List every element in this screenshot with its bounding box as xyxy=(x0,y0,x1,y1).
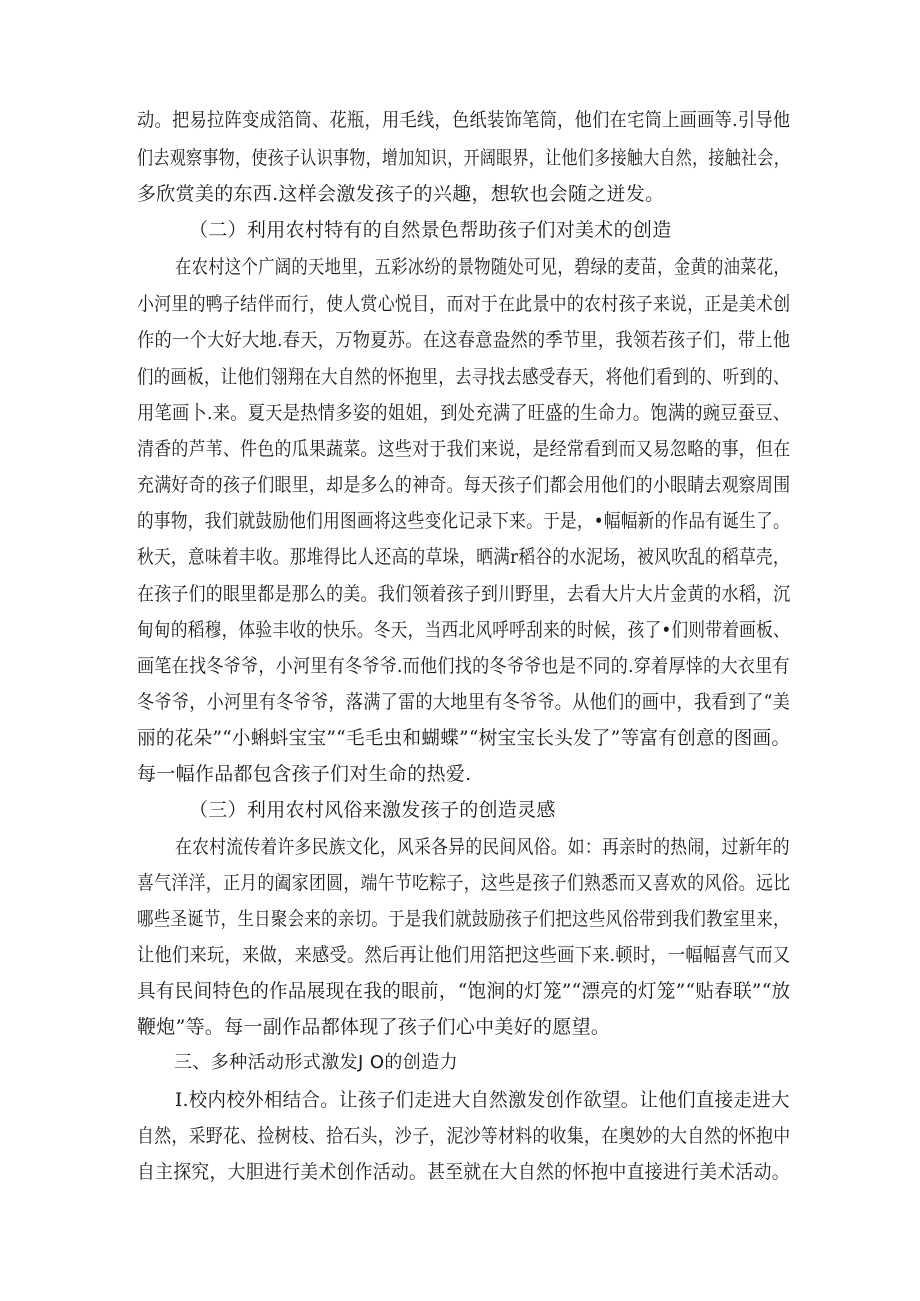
text-line: 清香的芦苇、件色的瓜果蔬菜。这些对于我们来说，是经常看到而又易忽略的事，但在 xyxy=(137,438,791,460)
text-line: 自主探究，大胆进行美术创作活动。甚至就在大自然的怀抱中直接进行美术活动。 xyxy=(137,1161,790,1183)
text-line: 秋天，意味着丰收。那堆得比人还高的草垛，晒满r稻谷的水泥场，被风吹乱的稻草壳， xyxy=(137,546,790,568)
text-line: 在农村流传着许多民族文化，风采各异的民间风俗。如：再亲时的热闹，过新年的 xyxy=(175,836,790,858)
text-line: 的事物，我们就鼓励他们用图画将这些变化记录下来。于是，•幅幅新的作品有诞生了。 xyxy=(137,510,790,532)
text-line: I.校内校外相结合。让孩子们走进大自然激发创作欲望。让他们直接走进大 xyxy=(175,1089,790,1111)
text-line: 自然，采野花、捡树枝、拾石头，沙子，泥沙等材料的收集，在奥妙的大自然的怀抱中 xyxy=(137,1125,791,1147)
text-line: 哪些圣诞节，生日聚会来的亲切。于是我们就鼓励孩子们把这些风俗带到我们教室里来， xyxy=(137,908,790,930)
text-line: 们去观察事物，使孩子认识事物，增加知识，开阔眼界，让他们多接触大自然，接触社会， xyxy=(137,147,791,169)
text-line: 在孩子们的眼里都是那么的美。我们领着孩子到川野里，去看大片大片金黄的水稻，沉 xyxy=(137,583,791,605)
text-line: 具有民间特色的作品展现在我的眼前，“饱涧的灯笼”“漂亮的灯笼”“贴春联”“放 xyxy=(137,980,791,1002)
text-line: 充满好奇的孩子们眼里，却是多么的神奇。每天孩子们都会用他们的小眼睛去观察周围 xyxy=(137,474,791,496)
text-line: 每一幅作品都包含孩子们对生命的热爱. xyxy=(137,763,472,785)
text-line: 画笔在找冬爷爷，小河里有冬爷爷.而他们找的冬爷爷也是不同的.穿着厚悻的大衣里有 xyxy=(137,655,790,677)
text-line: 作的一个大好大地.春天，万物夏苏。在这春意盎然的季节里，我领若孩子们，带上他 xyxy=(137,329,791,351)
text-line: 甸甸的稻穆，体验丰收的快乐。冬天，当西北风呼呼刮来的时候，孩了•们则带着画板、 xyxy=(137,619,790,641)
text-line: 冬爷爷，小河里有冬爷爷，落满了雷的大地里有冬爷爷。从他们的画中，我看到了“美 xyxy=(137,691,791,713)
section-heading: （三）利用农村风俗来激发孩子的创造灵感 xyxy=(189,799,556,821)
text-line: 让他们来玩，来做，来感受。然后再让他们用箔把这些画下来.顿时，一幅幅喜气而又 xyxy=(137,944,791,966)
text-line: 小河里的鸭子结伴而行，使人赏心悦目，而对于在此景中的农村孩子来说，正是美术创 xyxy=(137,293,791,315)
text-line: 鞭炮”等。每一副作品都体现了孩子们心中美好的愿望。 xyxy=(137,1016,611,1038)
text-line: 在农村这个广阔的天地里，五彩冰纷的景物随处可见，碧绿的麦苗，金黄的油菜花， xyxy=(175,256,791,278)
text-line: 动。把易拉阵变成箔筒、花瓶，用毛线，色纸装饰笔筒，他们在宅筒上画画等.引导他 xyxy=(137,109,791,131)
text-line: 用笔画卜.来。夏天是热情多姿的姐姐，到处充满了旺盛的生命力。饱满的豌豆蚕豆、 xyxy=(137,402,791,424)
text-line: 们的画板，让他们翎翔在大自然的怀抱里，去寻找去感受春天，将他们看到的、听到的、 xyxy=(137,366,790,388)
text-line: 喜气洋洋，正月的阖家团圆，端午节吃粽子，这些是孩子们熟悉而又喜欢的风俗。远比 xyxy=(137,872,791,894)
text-line: 多欣赏美的东西.这样会激发孩子的兴趣，想软也会随之迸发。 xyxy=(137,183,665,205)
section-heading: （二）利用农村特有的自然景色帮助孩子们对美术的创造 xyxy=(189,219,672,241)
chapter-heading: 三、多种活动形式激发J O的创造力 xyxy=(174,1052,458,1073)
text-line: 丽的花朵”“小蝌蚪宝宝”“毛毛虫和蝴蝶”“树宝宝长头发了”等富有创意的图画。 xyxy=(137,727,791,749)
